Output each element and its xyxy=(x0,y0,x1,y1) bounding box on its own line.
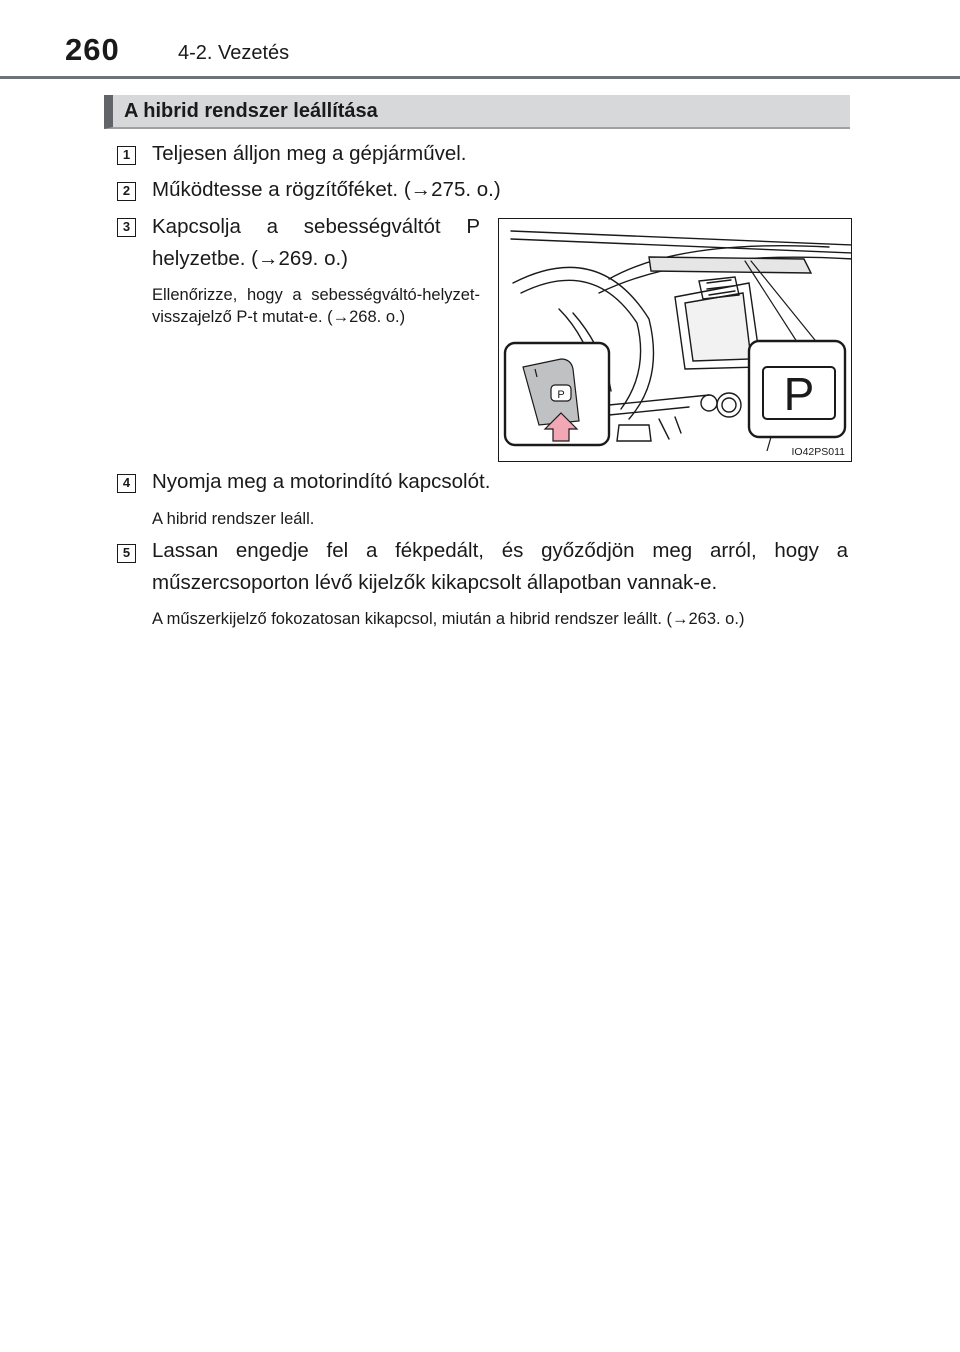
step-5-note: A műszerkijelző fokozatosan kikapcsol, miután a hibrid rendszer leállt. (→263. o.) xyxy=(152,610,745,628)
p-button-label: P xyxy=(557,389,565,401)
step-number-3: 3 xyxy=(117,218,136,237)
step-4-text: Nyomja meg a motorindító kapcsolót. xyxy=(152,470,491,493)
p-indicator-callout xyxy=(749,341,845,437)
step-number-1: 1 xyxy=(117,146,136,165)
step-1-text: Teljesen álljon meg a gépjárművel. xyxy=(152,142,467,165)
step-2-text: Működtesse a rögzítőféket. (→275. o.) xyxy=(152,178,501,201)
dashboard-drawing xyxy=(499,219,852,462)
step-3-text: Kapcsolja a sebességváltót P helyzetbe. (→269. o.) xyxy=(152,215,480,270)
step-number-5: 5 xyxy=(117,544,136,563)
step-number-2: 2 xyxy=(117,182,136,201)
section-title: A hibrid rendszer leállítása xyxy=(124,100,378,122)
step-number-4: 4 xyxy=(117,474,136,493)
section-label: 4-2. Vezetés xyxy=(178,42,290,64)
page-number: 260 xyxy=(65,32,120,67)
p-indicator-label: P xyxy=(783,368,815,420)
step-5-text: Lassan engedje fel a fékpedált, és győződjön meg arról, hogy a műszercsoporton lévő kijelzők kikapcsolt állapotban vannak-e. xyxy=(152,539,848,594)
step-4-note: A hibrid rendszer leáll. xyxy=(152,510,315,528)
gear-shift-illustration xyxy=(498,218,852,462)
section-title-bar xyxy=(104,95,850,129)
figure-code: IO42PS011 xyxy=(791,446,845,458)
shift-lever-callout xyxy=(505,343,609,445)
step-3-note: Ellenőrizze, hogy a sebességváltó-helyzet-visszajelző P-t mutat-e. (→268. o.) xyxy=(152,286,480,326)
header-divider xyxy=(0,76,960,79)
